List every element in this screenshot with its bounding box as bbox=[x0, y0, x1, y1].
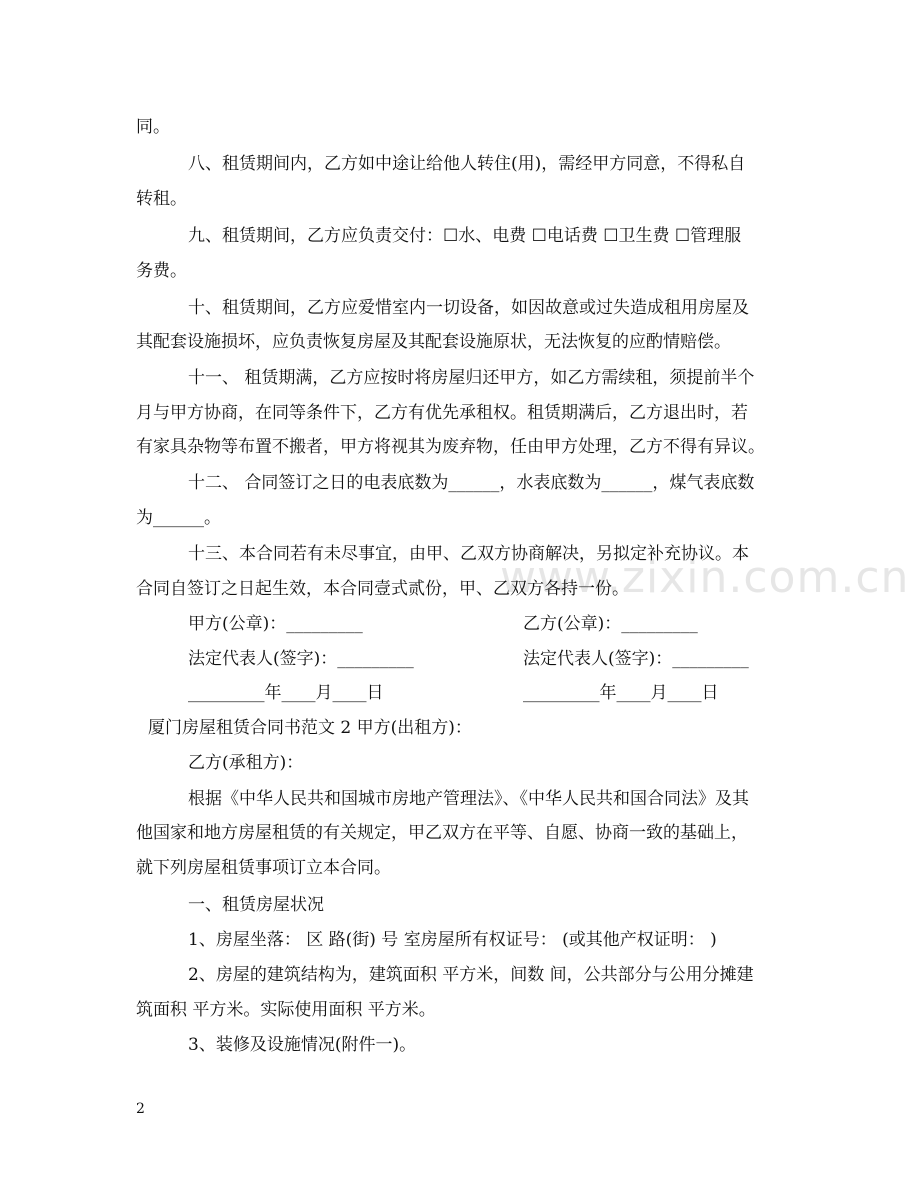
clause-10-line-2: 其配套设施损坏，应负责恢复房屋及其配套设施原状，无法恢复的应酌情赔偿。 bbox=[136, 332, 731, 352]
section-1-heading: 一、租赁房屋状况 bbox=[188, 895, 324, 915]
item-2-line-1: 2、房屋的建筑结构为，建筑面积 平方米，间数 间，公共部分与公用分摊建 bbox=[188, 965, 754, 985]
clause-8-line-1: 八、租赁期间内，乙方如中途让给他人转住(用)，需经甲方同意，不得私自 bbox=[188, 154, 746, 174]
signature-party-b: 乙方(公章)：_________ bbox=[523, 614, 698, 634]
date-party-a: _________年____月____日 bbox=[188, 683, 384, 703]
lessee-line: 乙方(承租方)： bbox=[188, 753, 304, 773]
clause-9-line-2: 务费。 bbox=[136, 261, 187, 281]
representative-party-a: 法定代表人(签字)：_________ bbox=[188, 649, 414, 669]
representative-party-b: 法定代表人(签字)：_________ bbox=[523, 649, 749, 669]
preamble-line-2: 他国家和地方房屋租赁的有关规定，甲乙双方在平等、自愿、协商一致的基础上， bbox=[136, 823, 748, 843]
clause-11-line-1: 十一、 租赁期满，乙方应按时将房屋归还甲方，如乙方需续租，须提前半个 bbox=[188, 368, 755, 388]
clause-11-line-2: 月与甲方协商，在同等条件下，乙方有优先承租权。租赁期满后，乙方退出时，若 bbox=[136, 403, 748, 423]
item-1-location: 1、房屋坐落： 区 路(街) 号 室房屋所有权证号： (或其他产权证明： ) bbox=[188, 930, 717, 950]
clause-12-line-1: 十二、 合同签订之日的电表底数为______，水表底数为______，煤气表底数 bbox=[188, 473, 755, 493]
item-3-decoration: 3、装修及设施情况(附件一)。 bbox=[188, 1035, 417, 1055]
clause-12-line-2: 为______。 bbox=[136, 508, 221, 528]
preamble-line-1: 根据《中华人民共和国城市房地产管理法》、《中华人民共和国合同法》及其 bbox=[188, 789, 749, 809]
watermark: www.zixin.com.cn bbox=[500, 552, 910, 603]
signature-party-a: 甲方(公章)：_________ bbox=[188, 614, 363, 634]
preamble-line-3: 就下列房屋租赁事项订立本合同。 bbox=[136, 858, 391, 878]
paragraph-line: 同。 bbox=[136, 117, 170, 137]
contract-title-line: 厦门房屋租赁合同书范文 2 甲方(出租方)： bbox=[148, 718, 472, 738]
clause-13-line-2: 合同自签订之日起生效，本合同壹式贰份，甲、乙双方各持一份。 bbox=[136, 579, 629, 599]
clause-9-line-1: 九、租赁期间，乙方应负责交付：☐水、电费 ☐电话费 ☐卫生费 ☐管理服 bbox=[188, 226, 742, 246]
page-number: 2 bbox=[136, 1101, 145, 1117]
clause-11-line-3: 有家具杂物等布置不搬者，甲方将视其为废弃物，任由甲方处理，乙方不得有异议。 bbox=[136, 437, 765, 457]
item-2-line-2: 筑面积 平方米。实际使用面积 平方米。 bbox=[136, 1000, 436, 1020]
clause-10-line-1: 十、租赁期间，乙方应爱惜室内一切设备，如因故意或过失造成租用房屋及 bbox=[188, 298, 749, 318]
clause-8-line-2: 转租。 bbox=[136, 189, 187, 209]
date-party-b: _________年____月____日 bbox=[523, 683, 719, 703]
clause-13-line-1: 十三、本合同若有未尽事宜，由甲、乙双方协商解决，另拟定补充协议。本 bbox=[188, 544, 749, 564]
